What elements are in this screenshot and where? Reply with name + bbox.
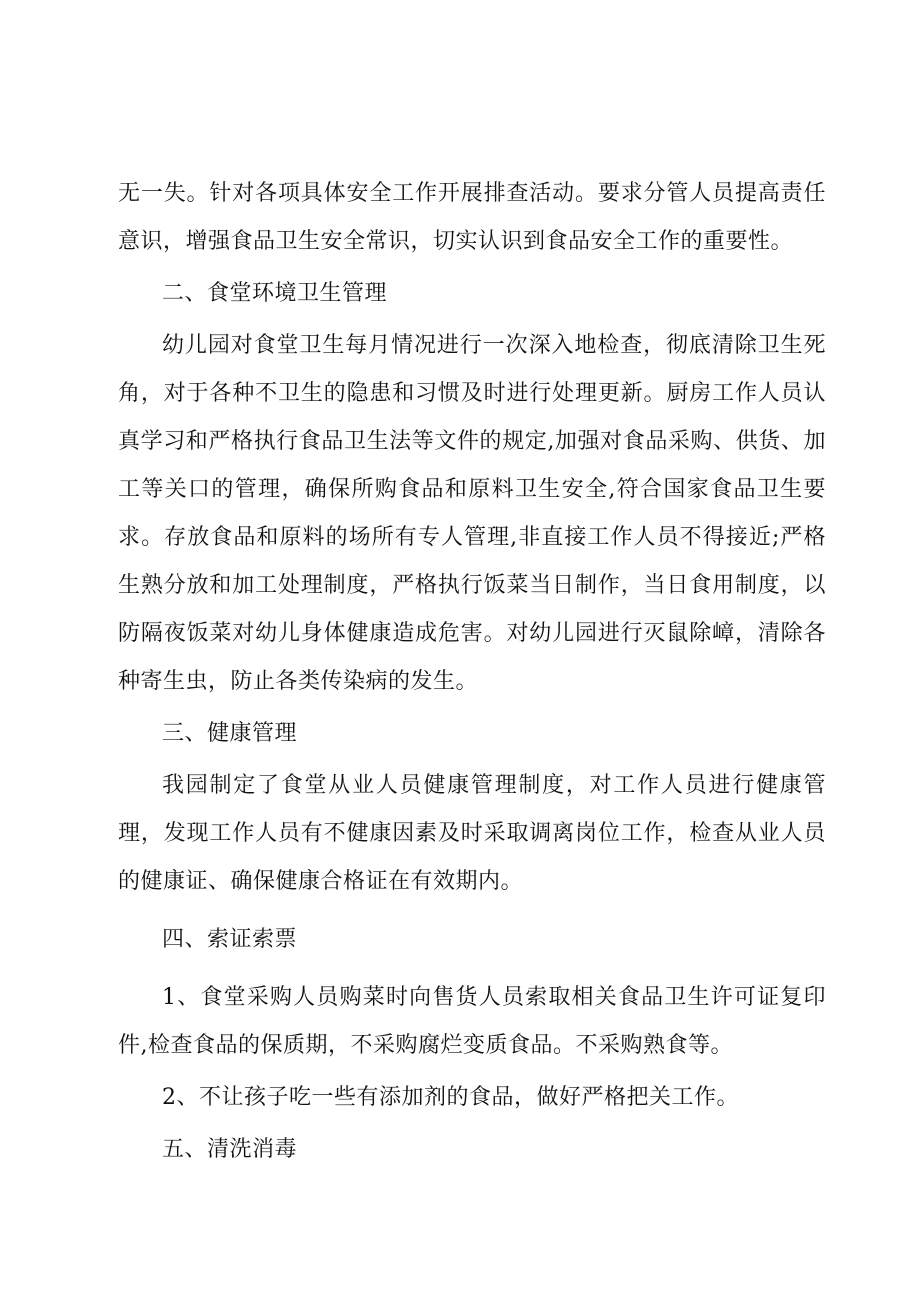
section-heading-health-management: 三、健康管理 [162, 721, 298, 746]
paragraph-certificates-item-1: 1、食堂采购人员购菜时向售货人员索取相关食品卫生许可证复印件,检查食品的保质期，不采购腐烂变质食品。不采购熟食等。 [118, 985, 826, 1058]
paragraph-canteen-hygiene: 幼儿园对食堂卫生每月情况进行一次深入地检查，彻底清除卫生死角，对于各种不卫生的隐患和习惯及时进行处理更新。厨房工作人员认真学习和严格执行食品卫生法等文件的规定,加强对食品采购、供货、加工等关口的管理，确保所购食品和原料卫生安全,符合国家食品卫生要求。存放食品和原料的场所有专人管理,非直接工作人员不得接近;严格生熟分放和加工处理制度，严格执行饭菜当日制作，当日食用制度，以防隔夜饭菜对幼儿身体健康造成危害。对幼儿园进行灭鼠除嶂，清除各种寄生虫，防止各类传染病的发生。 [118, 333, 826, 694]
paragraph-certificates-item-2: 2、不让孩子吃一些有添加剂的食品，做好严格把关工作。 [162, 1085, 739, 1110]
section-heading-canteen-hygiene: 二、食堂环境卫生管理 [162, 281, 388, 306]
paragraph-health-management: 我园制定了食堂从业人员健康管理制度，对工作人员进行健康管理，发现工作人员有不健康因素及时采取调离岗位工作，检查从业人员的健康证、确保健康合格证在有效期内。 [118, 773, 826, 894]
section-heading-certificates: 四、索证索票 [162, 927, 298, 952]
paragraph-continuation: 无一失。针对各项具体安全工作开展排查活动。要求分管人员提高责任意识，增强食品卫生安全常识，切实认识到食品安全工作的重要性。 [118, 181, 826, 254]
section-heading-cleaning-disinfection: 五、清洗消毒 [162, 1137, 298, 1162]
document-body [118, 170, 826, 1174]
